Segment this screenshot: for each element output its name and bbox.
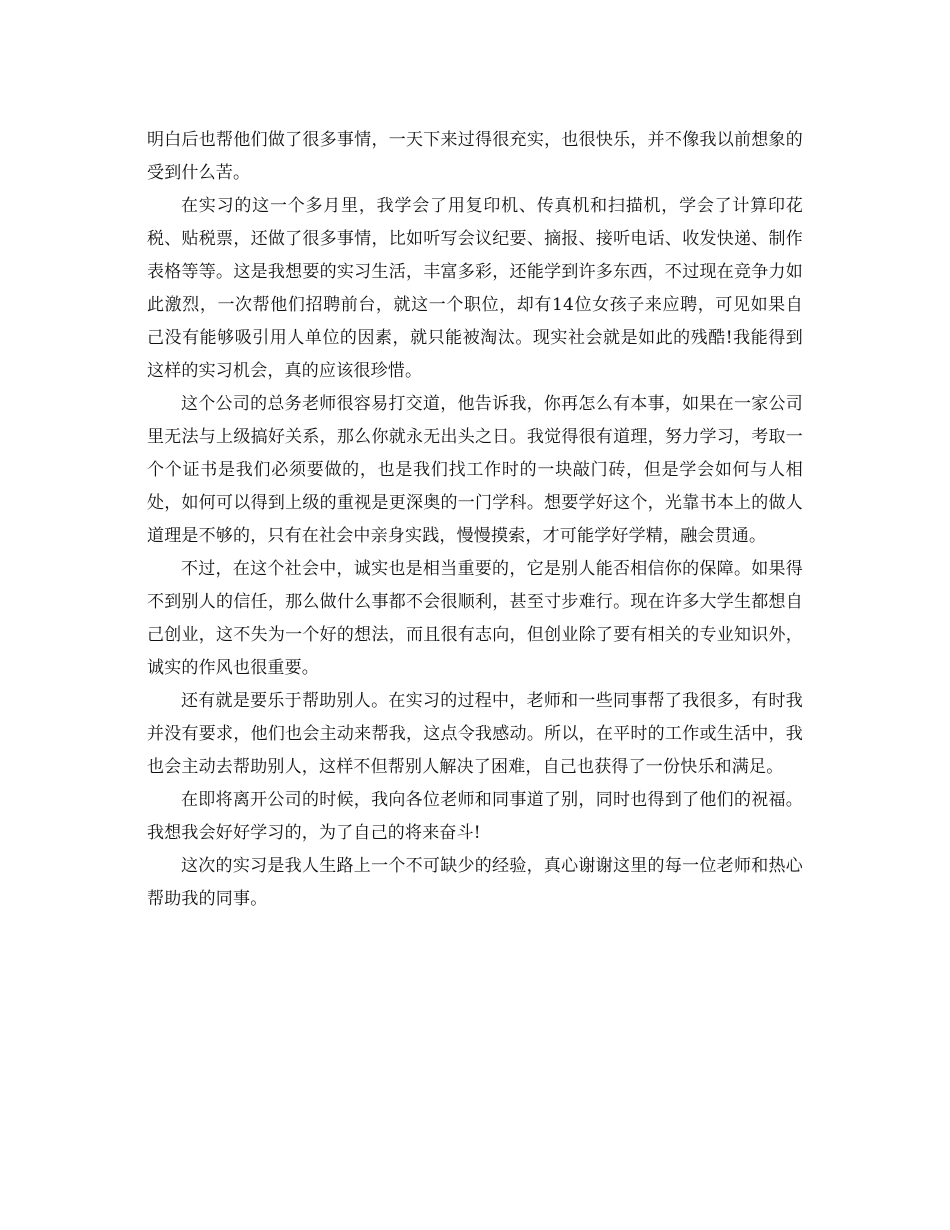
paragraph-farewell: 在即将离开公司的时候，我向各位老师和同事道了别，同时也得到了他们的祝福。我想我会好好学习的，为了自己的将来奋斗! (147, 790, 803, 843)
paragraph-helping-others: 还有就是要乐于帮助别人。在实习的过程中，老师和一些同事帮了我很多，有时我并没有要求，他们也会主动来帮我，这点令我感动。所以，在平时的工作或生活中，我也会主动去帮助别人，这样不但帮别人解决了困难，自己也获得了一份快乐和满足。 (147, 691, 803, 777)
document-body (147, 124, 803, 916)
paragraph-closing: 这次的实习是我人生路上一个不可缺少的经验，真心谢谢这里的每一位老师和热心帮助我的同事。 (147, 856, 803, 909)
paragraph-skills-learned: 在实习的这一个多月里，我学会了用复印机、传真机和扫描机，学会了计算印花税、贴税票，还做了很多事情，比如听写会议纪要、摘报、接听电话、收发快递、制作表格等等。这是我想要的实习生活，丰富多彩，还能学到许多东西，不过现在竞争力如此激烈，一次帮他们招聘前台，就这一个职位，却有14位女孩子来应聘，可见如果自己没有能够吸引用人单位的因素，就只能被淘汰。现实社会就是如此的残酷!我能得到这样的实习机会，真的应该很珍惜。 (147, 196, 803, 381)
paragraph-honesty: 不过，在这个社会中，诚实也是相当重要的，它是别人能否相信你的保障。如果得不到别人的信任，那么做什么事都不会很顺利，甚至寸步难行。现在许多大学生都想自己创业，这不失为一个好的想法，而且很有志向，但创业除了要有相关的专业知识外，诚实的作风也很重要。 (147, 559, 803, 678)
paragraph-continuation: 明白后也帮他们做了很多事情，一天下来过得很充实，也很快乐，并不像我以前想象的受到什么苦。 (147, 130, 803, 183)
paragraph-workplace-relations: 这个公司的总务老师很容易打交道，他告诉我，你再怎么有本事，如果在一家公司里无法与上级搞好关系，那么你就永无出头之日。我觉得很有道理，努力学习，考取一个个证书是我们必须要做的，也是我们找工作时的一块敲门砖，但是学会如何与人相处，如何可以得到上级的重视是更深奥的一门学科。想要学好这个，光靠书本上的做人道理是不够的，只有在社会中亲身实践，慢慢摸索，才可能学好学精，融会贯通。 (147, 394, 803, 546)
